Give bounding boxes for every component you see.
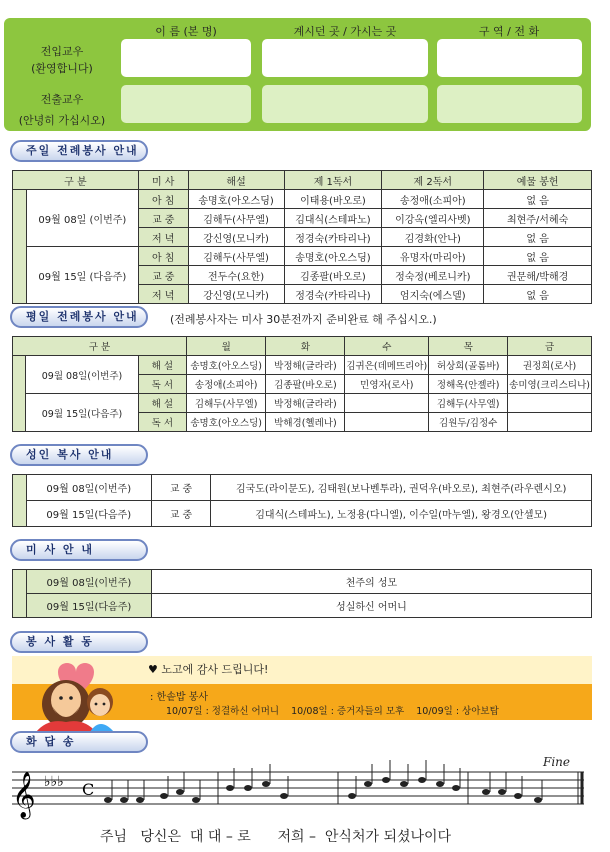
note-head [400,781,408,787]
cell: 박정해(글라라) [266,394,345,413]
table-row [13,475,592,501]
date-cell: 09월 08일(이번주) [26,356,139,394]
cell: 유명자(마리아) [382,247,484,266]
note-head [514,793,522,799]
note-head [192,797,200,803]
col-mass: 미 사 [138,171,188,190]
table-row [13,594,592,618]
date-cell: 09월 08일(이번주) [26,570,151,594]
mass-cell: 교 중 [138,266,188,285]
spacer-col [13,190,27,304]
notes [104,760,542,803]
cell: 허상희(골롬바) [429,356,508,375]
mass-section-title: 미 사 안 내 [10,539,148,561]
staff-lines [12,772,584,804]
note-head [498,789,506,795]
cell: 송미영(크리스티나) [508,375,592,394]
eye [69,696,73,700]
note-head [534,797,542,803]
music-staff [8,760,588,820]
cell: 송명호(아오스딩) [284,247,382,266]
cell: 이태용(바오로) [284,190,382,209]
header-name: 이 름 (본 명) [155,25,217,38]
col-thu: 목 [429,337,508,356]
note-head [364,781,372,787]
service-items: 10/07일 : 정결하신 어머니 10/08일 : 증거자들의 모후 10/09일 : 상아보탑 [166,706,499,717]
cell: 정경숙(카타리나) [284,228,382,247]
cell: 이강옥(엘리사벳) [382,209,484,228]
note-head [120,797,128,803]
transfer-out-label: 전출교우 (안녕히 가십시오) [18,93,106,127]
note-head [418,777,426,783]
sunday-header-row [13,171,592,190]
mass-cell: 저 녁 [138,228,188,247]
cell: 송정애(소피아) [382,190,484,209]
spacer-col [13,475,27,527]
transfer-in-district-cell [437,39,582,77]
note-head [176,789,184,795]
cell: 김원두/김정수 [429,413,508,432]
jesus-child-illustration [28,652,140,732]
col-mon: 월 [186,337,266,356]
role-cell: 독 서 [138,413,186,432]
date-cell: 09월 15일(다음주) [26,394,139,432]
col-offering: 예물 봉헌 [484,171,592,190]
date-cell: 09월 15일 (다음주) [26,247,138,304]
transfer-out-district-cell [437,85,582,123]
col-tue: 화 [266,337,345,356]
role-cell: 해 설 [138,356,186,375]
cell: 민영자(로사) [345,375,429,394]
servers-cell: 김국도(라이문도), 김태원(보나벤투라), 권덕우(바오로), 최현주(라우렌시오) [211,475,592,501]
cell: 강신영(모니카) [188,228,284,247]
cell: 박해경(헬레나) [266,413,345,432]
mass-table [12,569,592,618]
note-head [226,785,234,791]
header-district: 구 역 / 전 화 [478,25,540,38]
cell: 송정애(소피아) [186,375,266,394]
mass-name-cell: 천주의 성모 [151,570,591,594]
cell: 김종팔(바오로) [284,266,382,285]
note-head [104,797,112,803]
mass-name-cell: 성실하신 어머니 [151,594,591,618]
cell: 없 음 [484,228,592,247]
cell: 정해옥(안젤라) [429,375,508,394]
table-row [13,247,592,266]
cell: 김해두(사무엘) [188,209,284,228]
col-commentary: 해설 [188,171,284,190]
cell: 없 음 [484,247,592,266]
cell: 정숙정(베로니카) [382,266,484,285]
col-reading2: 제 2독서 [382,171,484,190]
eye [103,703,106,706]
cell: 김귀은(데메뜨리아) [345,356,429,375]
table-row [13,190,592,209]
servers-cell: 김대식(스테파노), 노정용(다니엘), 이수일(마누엘), 왕경오(안셀모) [211,501,592,527]
cell: 김해두(사무엘) [429,394,508,413]
header-location: 계시던 곳 / 가시는 곳 [293,25,397,38]
note-head [382,777,390,783]
flat-icon: ♭♭♭ [44,774,64,790]
spacer-col [13,570,27,618]
cell: 송명호(아오스딩) [186,413,266,432]
role-cell: 독 서 [138,375,186,394]
cell: 김해두(사무엘) [186,394,266,413]
spacer-col [13,356,26,432]
transfer-in-location-cell [262,39,428,77]
child-face [90,694,110,716]
mass-cell: 저 녁 [138,285,188,304]
cell [508,394,592,413]
transfer-out-name-cell [121,85,251,123]
mass-cell: 교 중 [151,501,211,527]
mass-cell: 아 침 [138,247,188,266]
sunday-section-title: 주일 전례봉사 안내 [10,140,148,162]
note-head [348,793,356,799]
mass-cell: 아 침 [138,190,188,209]
col-category: 구 분 [13,337,187,356]
note-head [436,781,444,787]
date-cell: 09월 08일 (이번주) [26,190,138,247]
col-fri: 금 [508,337,592,356]
note-head [262,781,270,787]
cell: 김해두(사무엘) [188,247,284,266]
song-section-title: 화 답 송 [10,731,148,753]
mass-cell: 교 중 [151,475,211,501]
note-head [244,785,252,791]
role-cell: 해 설 [138,394,186,413]
cell: 최현주/서혜숙 [484,209,592,228]
service-section-title: 봉 사 활 동 [10,631,148,653]
cell: 강신영(모니카) [188,285,284,304]
cell: 정경숙(카타리나) [284,285,382,304]
cell [345,394,429,413]
cell: 김종팔(바오로) [266,375,345,394]
transfer-in-name-cell [121,39,251,77]
note-head [136,797,144,803]
table-row [13,570,592,594]
note-head [160,793,168,799]
cell [345,413,429,432]
sunday-table [12,170,592,304]
note-head [482,789,490,795]
cell: 송명호(아오스딩) [186,356,266,375]
date-cell: 09월 15일(다음주) [26,501,151,527]
note-head [280,793,288,799]
eye [59,696,63,700]
cell: 권정희(로사) [508,356,592,375]
col-reading1: 제 1독서 [284,171,382,190]
cell: 박정해(글라라) [266,356,345,375]
cell: 엄지숙(에스델) [382,285,484,304]
treble-clef-icon: 𝄞 [12,772,36,818]
song-lyrics: 주님 당신은 대 대 – 로 저희 – 안식처가 되셨나이다 [100,829,452,845]
cell: 김대식(스테파노) [284,209,382,228]
transfer-in-label: 전입교우 (환영합니다) [31,45,93,75]
cell: 권문해/박해경 [484,266,592,285]
fine-mark: Fine [543,755,570,769]
jesus-face [51,683,81,717]
cell: 송명호(아오스딩) [188,190,284,209]
date-cell: 09월 15일(다음주) [26,594,151,618]
cell: 전두수(요한) [188,266,284,285]
heart-icon: ♥ [148,663,158,676]
cell [508,413,592,432]
cell: 없 음 [484,190,592,209]
weekday-note: (전례봉사자는 미사 30분전까지 준비완료 해 주십시오.) [170,313,437,326]
col-wed: 수 [345,337,429,356]
transfer-out-location-cell [262,85,428,123]
table-row [13,356,592,375]
note-head [452,785,460,791]
weekday-header-row [13,337,592,356]
date-cell: 09월 08일(이번주) [26,475,151,501]
service-group: : 한솥밥 봉사 [150,692,209,703]
cell: 없 음 [484,285,592,304]
mass-cell: 교 중 [138,209,188,228]
adult-section-title: 성인 복사 안내 [10,444,148,466]
eye [95,703,98,706]
adult-table [12,474,592,527]
table-row [13,394,592,413]
weekday-table [12,336,592,432]
col-category: 구 분 [13,171,139,190]
weekday-section-title: 평일 전례봉사 안내 [10,306,148,328]
service-thanks: ♥ 노고에 감사 드립니다! [148,663,269,676]
table-row [13,501,592,527]
common-time-icon: C [82,780,95,799]
cell: 김경화(안나) [382,228,484,247]
